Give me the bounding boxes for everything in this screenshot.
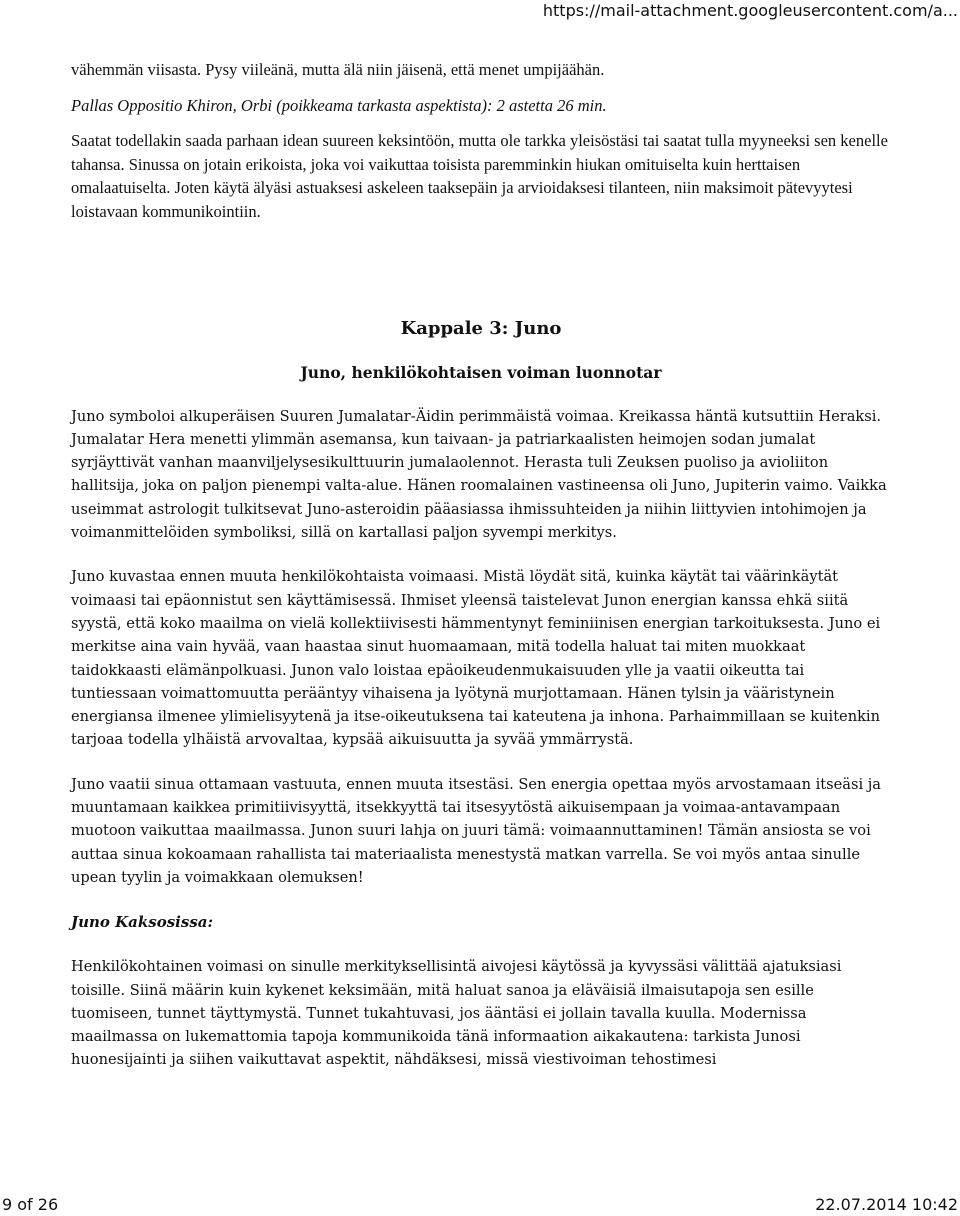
body-paragraph: Juno vaatii sinua ottamaan vastuuta, ennen muuta itsestäsi. Sen energia opettaa myös arvostamaan itseäsi ja muuntamaan kaikkea primitiivisyyttä, itsekkyyttä tai itsesyytöstä aikuisempaan ja voimaa-antavampaan muotoon vaikuttaa maailmassa. Junon suuri lahja on juuri tämä: voimaannuttaminen! Tämän ansiosta se voi auttaa sinua kokoamaan rahallista tai materiaalista menestystä matkan varrella. Se voi myös antaa sinulle upean tyylin ja voimakkaan olemuksen! [71,775,882,886]
body-paragraph: Juno kuvastaa ennen muuta henkilökohtaista voimaasi. Mistä löydät sitä, kuinka käytät tai väärinkäytät voimaasi tai epäonnistut sen käyttämisessä. Ihmiset yleensä taistelevat Junon energian kanssa ehkä siitä syystä, että koko maailma on vielä kollektiivisesti hämmentynyt feminiinisen energian tarkoituksesta. Juno ei merkitse aina vain hyvää, vaan haastaa sinut huomaamaan, mitä todella haluat tai miten muokkaat taidokkaasti elämänpolkuasi. Junon valo loistaa epäoikeudenmukaisuuden ylle ja vaatii oikeutta tai tuntiessaan voimattomuutta perääntyy vihaisena ja lyötynä murjottamaan. Hänen tylsin ja vääristynein energiansa ilmenee ylimielisyytenä ja itse-oikeutuksena tai kateutena ja inhona. Parhaimmillaan se kuitenkin tarjoaa todella ylhäistä arvovaltaa, kypsää aikuisuutta ja syvää ymmärrystä. [71,568,881,749]
page-url: https://mail-attachment.googleusercontent.com/a... [542,1,958,20]
chapter-title: Kappale 3: Juno [400,317,562,339]
body-paragraph: Juno symboloi alkuperäisen Suuren Jumalatar-Äidin perimmäistä voimaa. Kreikassa häntä kutsuttiin Heraksi. Jumalatar Hera menetti ylimmän asemansa, kun taivaan- ja patriarkaalisten heimojen sodan jumalat syrjäyttivät vanhan maanviljelysesikulttuurin jumalaolennot. Herasta tuli Zeuksen puoliso ja avioliiton hallitsija, joka on paljon pienempi valta-alue. Hänen roomalainen vastineensa oli Juno, Jupiterin vaimo. Vaikka useimmat astrologit tulkitsevat Juno-asteroidin pääasiassa ihmissuhteiden ja niihin liittyvien intohimojen ja voimanmittelöiden symboliksi, sillä on kartallasi paljon syvempi merkitys. [71,407,887,542]
aspect-line: Pallas Oppositio Khiron, Orbi (poikkeama tarkasta aspektista): 2 astetta 26 min. [71,95,607,115]
continued-text: vähemmän viisasta. Pysy viileänä, mutta älä niin jäisenä, että menet umpijäähän. [71,60,605,79]
document-content [71,58,891,1072]
body-paragraph: Henkilökohtainen voimasi on sinulle merkityksellisintä aivojesi käytössä ja kyvyssäsi välittää ajatuksiasi toisille. Siinä määrin kuin kykenet keksimään, mitä haluat sanoa ja eläväisiä ilmaisutapoja sen esille tuomiseen, tunnet täyttymystä. Tunnet tukahtuvasi, jos ääntäsi ei jollain tavalla kuulla. Modernissa maailmassa on lukemattomia tapoja kommunikoida tänä informaation aikakautena: tarkista Junosi huonesijainti ja siihen vaikuttavat aspektit, nähdäksesi, missä viestivoiman tehostimesi [71,958,842,1069]
section-heading: Juno Kaksosissa: [71,913,214,932]
chapter-subtitle: Juno, henkilökohtaisen voiman luonnotar [300,362,662,382]
aspect-paragraph: Saatat todellakin saada parhaan idean suureen keksintöön, mutta ole tarkka yleisöstäsi tai saatat tulla myyneeksi sen kenelle tahansa. Sinussa on jotain erikoista, joka voi vaikuttaa toisista paremminkin hiukan omituiselta kuin herttaisen omalaatuiselta. Joten käytä älyäsi astuaksesi askeleen taaksepäin ja arvioidaksesi tilanteen, niin maksimoit pätevyytesi loistavaan kommunikointiin. [71,131,888,221]
print-datetime: 22.07.2014 10:42 [815,1195,958,1214]
page-number: 9 of 26 [2,1195,59,1214]
